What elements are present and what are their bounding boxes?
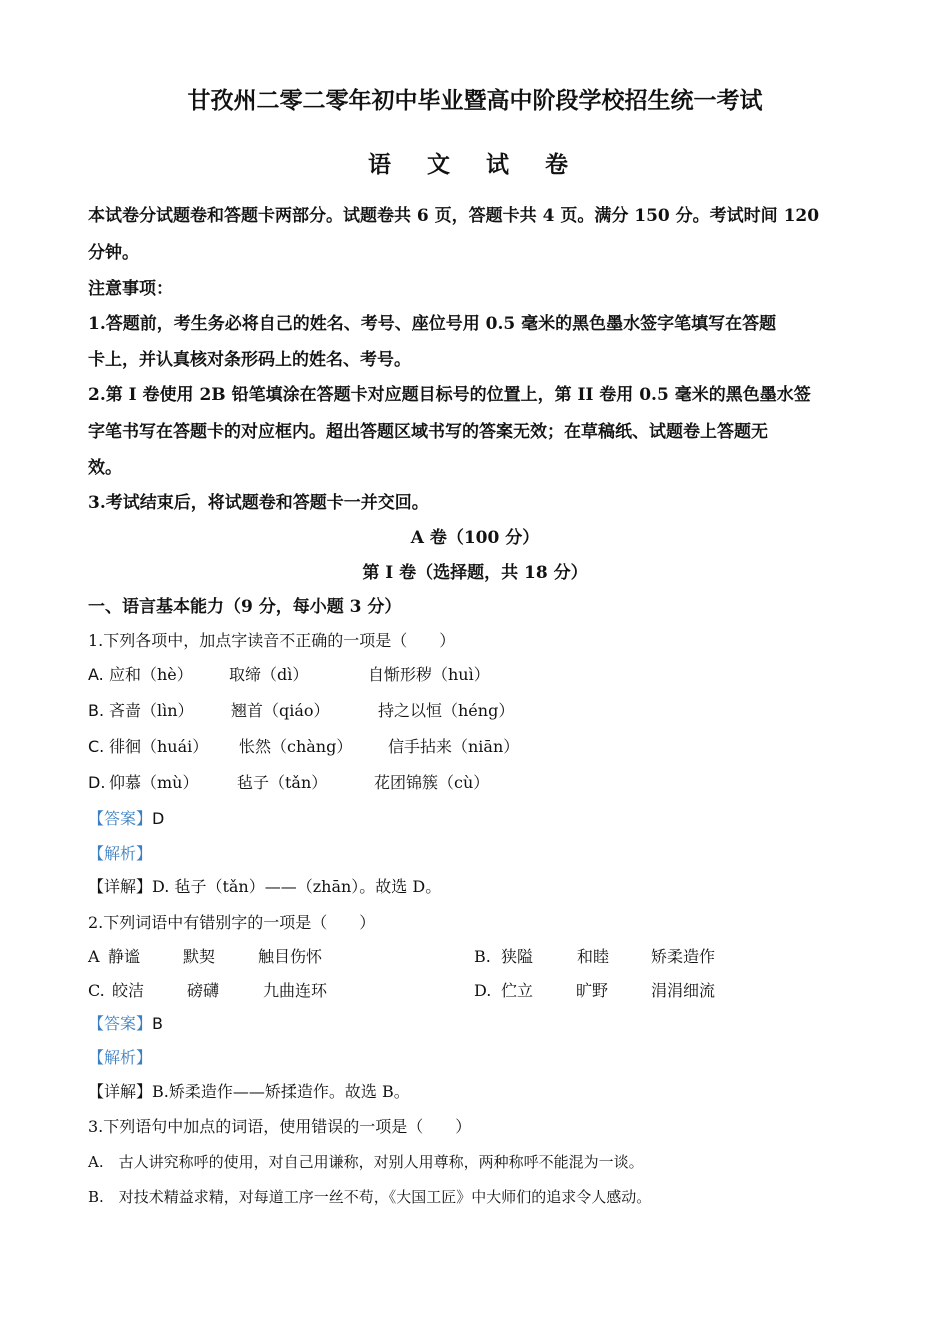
option-item: 自惭形秽（huì） — [368, 665, 490, 684]
option-item: 怅然（chàng） — [239, 737, 353, 756]
notice-3: 3.考试结束后，将试题卷和答题卡一并交回。 — [88, 493, 429, 513]
answer-value: D — [152, 809, 165, 828]
q3-option-b: B. 对技术精益求精，对每道工序一丝不苟，《大国工匠》中大师们的追求令人感动。 — [88, 1188, 652, 1206]
option-item: 默契 — [183, 947, 216, 966]
option-item: 徘徊（huái） — [109, 737, 209, 756]
notice-2-line-3: 效。 — [88, 458, 122, 478]
option-item: 花团锦簇（cù） — [374, 773, 490, 792]
option-item: 静谧 — [108, 947, 141, 966]
option-item: 吝啬（lìn） — [109, 701, 194, 720]
answer-tag: 【答案】 — [88, 809, 153, 828]
answer-value: B — [152, 1014, 163, 1033]
option-item: 应和（hè） — [109, 665, 193, 684]
option-item: 毡子（tǎn） — [237, 773, 328, 792]
option-letter: D. — [88, 773, 106, 792]
option-letter: D. — [474, 981, 492, 1000]
q1-answer — [88, 808, 164, 830]
volume-a-heading: A 卷（100 分） — [410, 528, 540, 548]
option-item: 仰慕（mù） — [109, 773, 199, 792]
q2-analysis-tag: 【解析】 — [88, 1048, 153, 1067]
q2-answer — [88, 1013, 163, 1035]
q1-analysis-tag: 【解析】 — [88, 844, 153, 863]
q2-stem: 2.下列词语中有错别字的一项是（ ） — [88, 913, 376, 932]
option-item: 伫立 — [501, 981, 534, 1000]
option-letter: C. — [88, 737, 105, 756]
detail-tag: 【详解】 — [88, 877, 153, 896]
option-letter: B. — [88, 701, 105, 720]
notice-1-line-1: 1.答题前，考生务必将自己的姓名、考号、座位号用 0.5 毫米的黑色墨水签字笔填写在答题 — [88, 314, 777, 334]
option-item: 矫柔造作 — [651, 947, 716, 966]
notice-2-line-2: 字笔书写在答题卡的对应框内。超出答题区域书写的答案无效；在草稿纸、试题卷上答题无 — [88, 422, 768, 442]
part-1-heading: 第 I 卷（选择题，共 18 分） — [362, 563, 588, 583]
notice-title: 注意事项： — [88, 279, 173, 299]
option-letter: C. — [88, 981, 105, 1000]
option-item: 取缔（dì） — [229, 665, 309, 684]
option-item: 皎洁 — [112, 981, 145, 1000]
option-item: 持之以恒（héng） — [378, 701, 515, 720]
detail-text: B.矫柔造作——矫揉造作。故选 B。 — [152, 1082, 410, 1101]
q1-stem: 1.下列各项中，加点字读音不正确的一项是（ ） — [88, 631, 456, 650]
q3-stem: 3.下列语句中加点的词语，使用错误的一项是（ ） — [88, 1117, 472, 1136]
detail-tag: 【详解】 — [88, 1082, 153, 1101]
option-item: 九曲连环 — [263, 981, 328, 1000]
exam-subtitle: 语 文 试 卷 — [367, 151, 583, 178]
option-item: 狭隘 — [501, 947, 534, 966]
option-letter: A — [88, 947, 100, 966]
option-item: 信手拈来（niān） — [388, 737, 520, 756]
exam-title: 甘孜州二零二零年初中毕业暨高中阶段学校招生统一考试 — [187, 87, 763, 114]
notice-2-line-1: 2.第 I 卷使用 2B 铅笔填涂在答题卡对应题目标号的位置上，第 II 卷用 0.5 毫米的黑色墨水签 — [88, 385, 811, 405]
q3-option-a: A. 古人讲究称呼的使用，对自己用谦称，对别人用尊称，两种称呼不能混为一谈。 — [88, 1153, 644, 1171]
option-item: 翘首（qiáo） — [231, 701, 330, 720]
intro-line-2: 分钟。 — [88, 243, 139, 263]
answer-tag: 【答案】 — [88, 1014, 153, 1033]
option-letter: A. — [88, 665, 104, 684]
option-item: 旷野 — [576, 981, 609, 1000]
detail-text: D. 毡子（tǎn）——（zhān）。故选 D。 — [152, 877, 442, 896]
option-item: 涓涓细流 — [651, 981, 716, 1000]
section-1-heading: 一、语言基本能力（9 分，每小题 3 分） — [88, 597, 402, 617]
q2-detail — [88, 1081, 410, 1103]
option-item: 和睦 — [577, 947, 610, 966]
option-item: 磅礴 — [187, 981, 220, 1000]
option-letter: B. — [474, 947, 491, 966]
intro-line-1: 本试卷分试题卷和答题卡两部分。试题卷共 6 页，答题卡共 4 页。满分 150 分。考试时间 120 — [88, 206, 820, 226]
q1-detail — [88, 876, 441, 898]
notice-1-line-2: 卡上，并认真核对条形码上的姓名、考号。 — [88, 350, 411, 370]
option-item: 触目伤怀 — [258, 947, 323, 966]
